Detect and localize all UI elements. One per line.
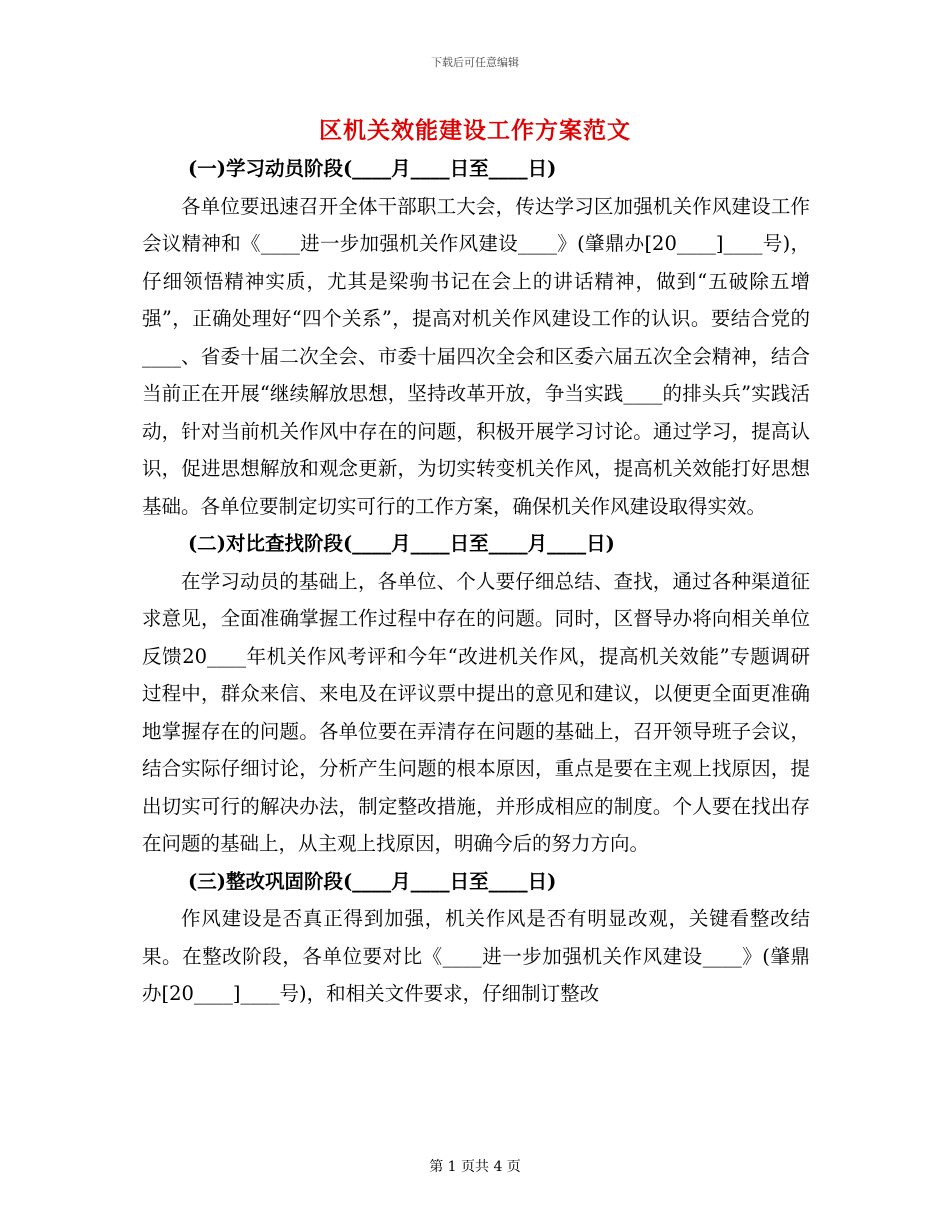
section-paragraph-1: 各单位要迅速召开全体干部职工大会，传达学习区加强机关作风建设工作会议精神和《____进一步加强机关作风建设____》(肇鼎办[20____]____号)，仔细领悟精神实质，尤其是梁驹书记在会上的讲话精神，做到“五破除五增强”，正确处理好“四个关系”，提高对机关作风建设工作的认识。要结合党的____、省委十届二次全会、市委十届四次全会和区委六届五次全会精神，结合当前正在开展“继续解放思想，坚持改革开放，争当实践____的排头兵”实践活动，针对当前机关作风中存在的问题，积极开展学习讨论。通过学习，提高认识，促进思想解放和观念更新，为切实转变机关作风，提高机关效能打好思想基础。各单位要制定切实可行的工作方案，确保机关作风建设取得实效。 xyxy=(142,194,810,518)
section-heading-1: (一)学习动员阶段(____月____日至____日) xyxy=(188,157,557,180)
section-paragraph-3: 作风建设是否真正得到加强，机关作风是否有明显改观，关键看整改结果。在整改阶段，各单位要对比《____进一步加强机关作风建设____》(肇鼎办[20____]____号)，和相关文件要求，仔细制订整改 xyxy=(142,907,810,1005)
section-paragraph-2: 在学习动员的基础上，各单位、个人要仔细总结、查找，通过各种渠道征求意见，全面准确掌握工作过程中存在的问题。同时，区督导办将向相关单位反馈20____年机关作风考评和今年“改进机关作风，提高机关效能”专题调研过程中，群众来信、来电及在评议票中提出的意见和建议，以便更全面更准确地掌握存在的问题。各单位要在弄清存在问题的基础上，召开领导班子会议，结合实际仔细讨论，分析产生问题的根本原因，重点是要在主观上找原因，提出切实可行的解决办法，制定整改措施，并形成相应的制度。个人要在找出存在问题的基础上，从主观上找原因，明确今后的努力方向。 xyxy=(142,569,810,855)
section-heading-2: (二)对比查找阶段(____月____日至____月____日) xyxy=(188,532,615,555)
document-title: 区机关效能建设工作方案范文 xyxy=(319,117,631,144)
page-number: 第 1 页共 4 页 xyxy=(429,1159,521,1175)
document-body xyxy=(142,150,810,1013)
page-header-note: 下载后可任意编辑 xyxy=(431,56,519,69)
section-heading-3: (三)整改巩固阶段(____月____日至____日) xyxy=(188,869,557,893)
